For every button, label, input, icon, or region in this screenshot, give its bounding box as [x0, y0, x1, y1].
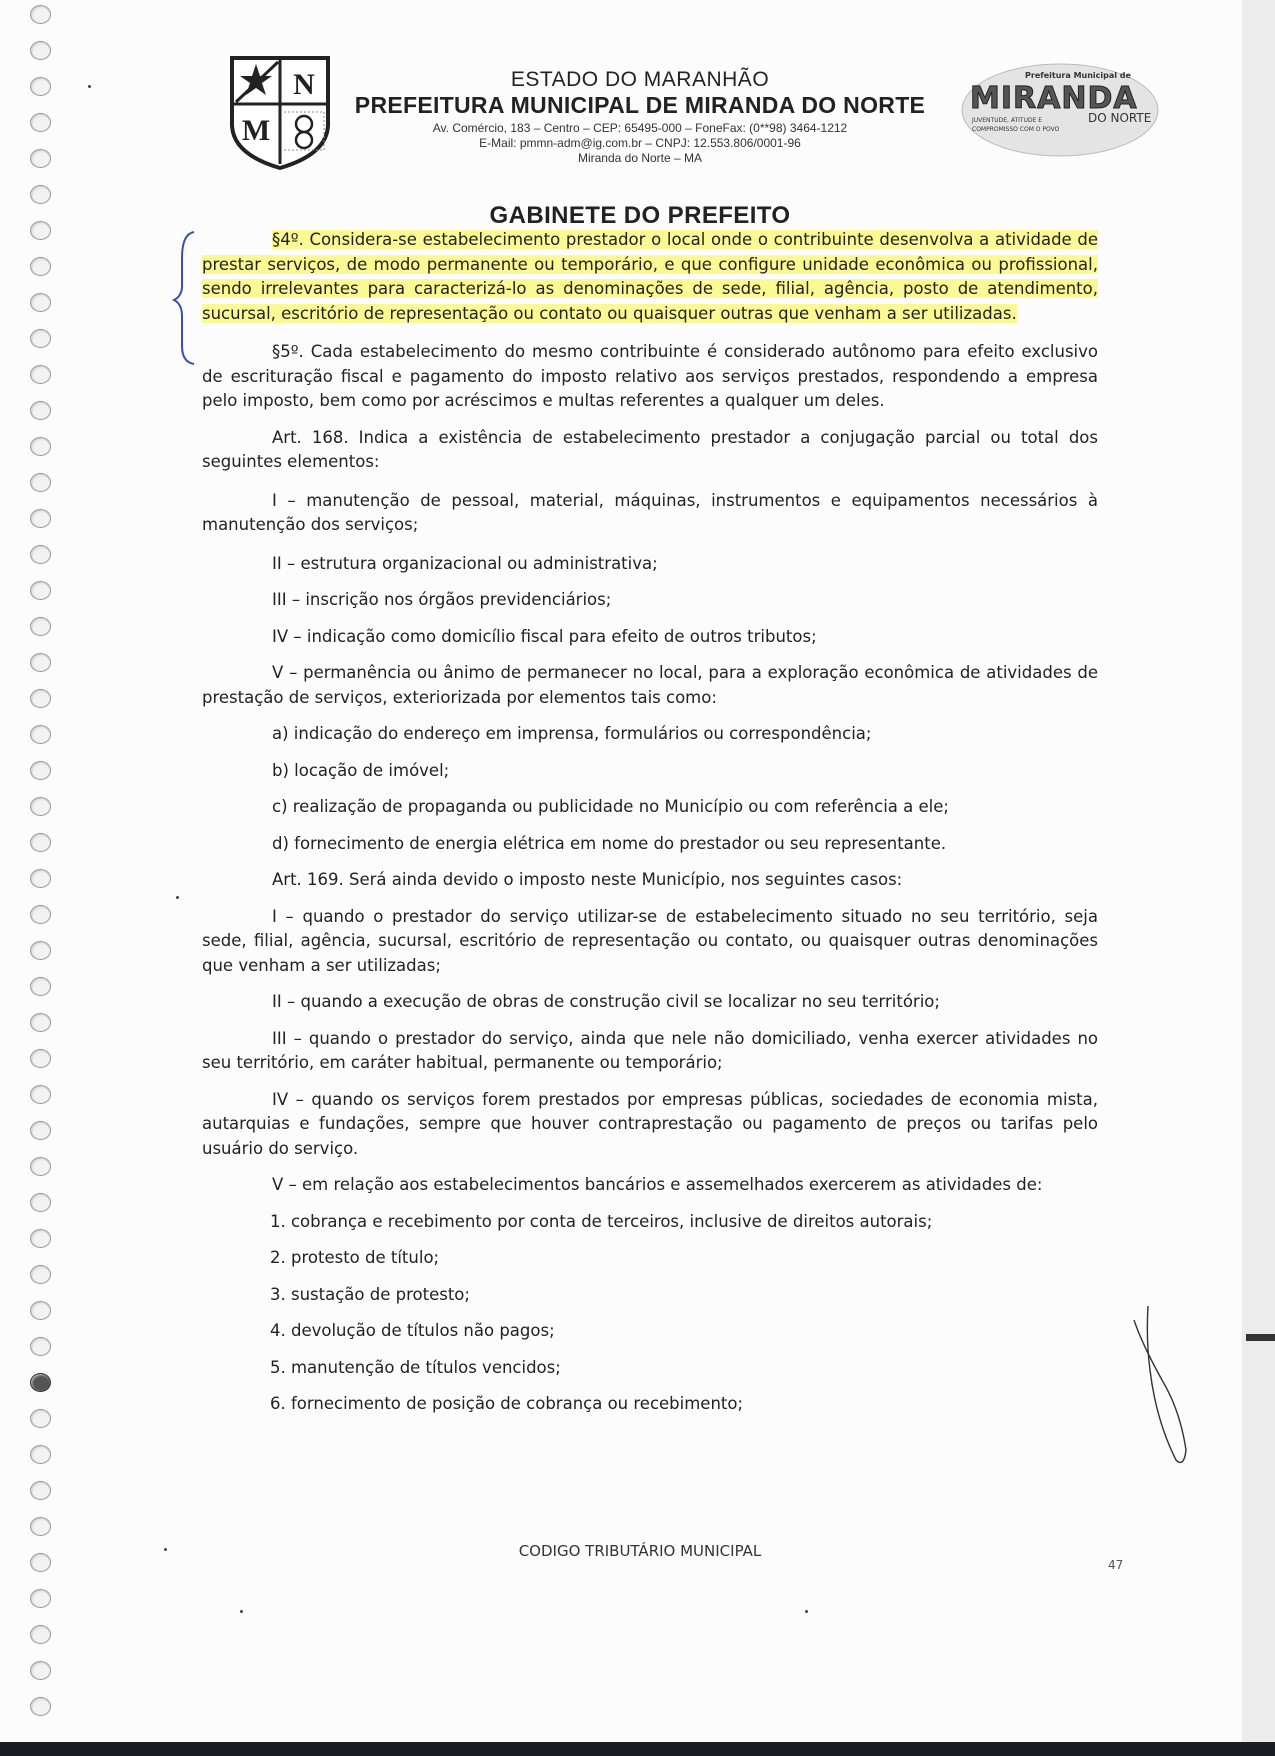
header-email: E-Mail: pmmn-adm@ig.com.br – CNPJ: 12.553.806/0001-96	[479, 136, 801, 150]
binder-hole	[30, 1085, 51, 1104]
list-item-4: 4. devolução de títulos não pagos;	[270, 1321, 555, 1340]
binder-hole	[30, 1049, 51, 1068]
binder-hole	[30, 1193, 51, 1212]
binder-hole	[30, 41, 51, 60]
binder-hole	[30, 401, 51, 420]
binder-hole	[30, 1013, 51, 1032]
scan-speck	[88, 85, 91, 88]
page-edge-mark	[1246, 1334, 1275, 1341]
logo-top-text: Prefeitura Municipal de	[1025, 71, 1131, 80]
miranda-do-norte-logo	[960, 60, 1160, 160]
logo-name-text: MIRANDA	[970, 81, 1138, 116]
binder-hole	[30, 1625, 51, 1644]
list-item-1: 1. cobrança e recebimento por conta de terceiros, inclusive de direitos autorais;	[270, 1211, 933, 1231]
binder-hole	[30, 509, 51, 528]
logo-slogan-2: COMPROMISSO COM O POVO	[972, 126, 1060, 133]
article-169-item-ii: II – quando a execução de obras de construção civil se localizar no seu território;	[272, 992, 940, 1011]
binder-hole	[30, 1661, 51, 1680]
binder-hole	[30, 725, 51, 744]
binder-hole	[30, 833, 51, 852]
article-169-item-v: V – em relação aos estabelecimentos bancários e assemelhados exercerem as atividades de:	[272, 1175, 1043, 1194]
footer-title: CODIGO TRIBUTÁRIO MUNICIPAL	[518, 1542, 762, 1560]
article-168-item-v: V – permanência ou ânimo de permanecer no local, para a exploração econômica de atividades de prestação de serviços, exteriorizada por elementos tais como:	[202, 663, 1098, 707]
binder-hole	[30, 1373, 51, 1392]
article-168-item-iii: III – inscrição nos órgãos previdenciários;	[272, 590, 612, 609]
binder-hole	[30, 761, 51, 780]
header-address: Av. Comércio, 183 – Centro – CEP: 65495-000 – FoneFax: (0**98) 3464-1212	[432, 121, 848, 135]
article-169-item-iii: III – quando o prestador do serviço, ainda que nele não domiciliado, venha exercer atividades no seu território, em caráter habitual, permanente ou temporário;	[202, 1028, 1098, 1072]
binder-hole	[30, 437, 51, 456]
binder-hole	[30, 329, 51, 348]
header-city: Miranda do Norte – MA	[577, 151, 703, 165]
header-prefecture: PREFEITURA MUNICIPAL DE MIRANDA DO NORTE	[354, 92, 926, 118]
binder-hole	[30, 149, 51, 168]
list-item-2: 2. protesto de título;	[270, 1248, 440, 1267]
scanner-bottom-edge	[0, 1742, 1275, 1756]
binder-hole	[30, 653, 51, 672]
binder-hole	[30, 257, 51, 276]
article-169: Art. 169. Será ainda devido o imposto neste Município, nos seguintes casos:	[272, 870, 903, 889]
article-168-item-va: a) indicação do endereço em imprensa, formulários ou correspondência;	[272, 724, 872, 743]
document-body	[202, 228, 1098, 1417]
handwritten-initial	[1128, 1300, 1198, 1470]
binder-hole	[30, 473, 51, 492]
binder-hole	[30, 1157, 51, 1176]
office-title: GABINETE DO PREFEITO	[489, 202, 791, 229]
crest-letter-m: M	[241, 114, 271, 147]
article-169-item-i: I – quando o prestador do serviço utilizar-se de estabelecimento situado no seu território, seja sede, filial, agência, sucursal, escritório de representação ou contato, ou quaisquer outras denominações que venham a ser utilizadas;	[202, 906, 1098, 975]
binder-hole	[30, 1517, 51, 1536]
binder-hole	[30, 1265, 51, 1284]
article-168-item-ii: II – estrutura organizacional ou administrativa;	[272, 553, 658, 573]
binder-hole	[30, 1481, 51, 1500]
binder-hole	[30, 1409, 51, 1428]
binder-hole	[30, 797, 51, 816]
binder-hole	[30, 1697, 51, 1716]
article-168-item-iv: IV – indicação como domicílio fiscal para efeito de outros tributos;	[272, 626, 817, 646]
binder-hole	[30, 581, 51, 600]
binder-hole	[30, 617, 51, 636]
binder-hole	[30, 689, 51, 708]
binder-hole	[30, 869, 51, 888]
paragraph-5: §5º. Cada estabelecimento do mesmo contribuinte é considerado autônomo para efeito exclusivo de escrituração fiscal e pagamento do imposto relativo aos serviços prestados, respondendo a empresa pelo imposto, bem como por acréscimos e multas referentes a qualquer um deles.	[202, 342, 1098, 410]
paragraph-4	[202, 228, 1098, 326]
logo-slogan-1: JUVENTUDE, ATITUDE E	[972, 117, 1043, 124]
article-168: Art. 168. Indica a existência de estabelecimento prestador a conjugação parcial ou total dos seguintes elementos:	[202, 427, 1098, 471]
article-169-item-iv: IV – quando os serviços forem prestados por empresas públicas, sociedades de economia mista, autarquias e fundações, sempre que houver contraprestação ou pagamento de preços ou tarifas pelo usuário do serviço.	[202, 1089, 1098, 1158]
highlighted-text: §4º. Considera-se estabelecimento prestador o local onde o contribuinte desenvolva a atividade de prestar serviços, de modo permanente ou temporário, e que configure unidade econômica ou profissional, sendo irrelevantes para caracterizá-lo as denominações de sede, filial, agência, posto de atendimento, sucursal, escritório de representação ou contato ou quaisquer outras que venham a ser utilizadas.	[202, 230, 1098, 323]
binder-hole	[30, 77, 51, 96]
header-state: ESTADO DO MARANHÃO	[510, 68, 770, 91]
binder-hole	[30, 1229, 51, 1248]
binder-hole	[30, 905, 51, 924]
binder-hole	[30, 185, 51, 204]
scan-speck	[176, 896, 179, 899]
binder-hole	[30, 1121, 51, 1140]
article-168-item-i: I – manutenção de pessoal, material, máquinas, instrumentos e equipamentos necessários à manutenção dos serviços;	[202, 490, 1098, 534]
page-number: 47	[1108, 1558, 1124, 1572]
binder-hole	[30, 365, 51, 384]
crest-letter-n: N	[293, 68, 315, 101]
binder-hole	[30, 941, 51, 960]
binder-hole	[30, 113, 51, 132]
page-edge	[1242, 0, 1275, 1756]
binder-hole	[30, 1589, 51, 1608]
article-168-item-vc: c) realização de propaganda ou publicidade no Município ou com referência a ele;	[272, 797, 949, 816]
binder-hole	[30, 977, 51, 996]
list-item-6: 6. fornecimento de posição de cobrança ou recebimento;	[270, 1394, 744, 1413]
list-item-5: 5. manutenção de títulos vencidos;	[270, 1357, 561, 1377]
scan-speck	[240, 1610, 243, 1613]
binder-hole	[30, 1553, 51, 1572]
municipal-crest-logo	[228, 54, 332, 170]
list-item-3: 3. sustação de protesto;	[270, 1284, 470, 1304]
binder-hole	[30, 293, 51, 312]
scan-speck	[805, 1610, 808, 1613]
article-168-item-vb: b) locação de imóvel;	[272, 760, 450, 780]
binder-hole	[30, 1301, 51, 1320]
binder-hole	[30, 1337, 51, 1356]
article-168-item-vd: d) fornecimento de energia elétrica em nome do prestador ou seu representante.	[272, 833, 947, 853]
binder-hole	[30, 221, 51, 240]
binder-hole	[30, 545, 51, 564]
handwritten-brace-mark	[172, 228, 200, 366]
scan-speck	[164, 1548, 167, 1551]
binder-hole	[30, 1445, 51, 1464]
binder-hole	[30, 5, 51, 24]
logo-suffix-text: DO NORTE	[1088, 111, 1152, 125]
